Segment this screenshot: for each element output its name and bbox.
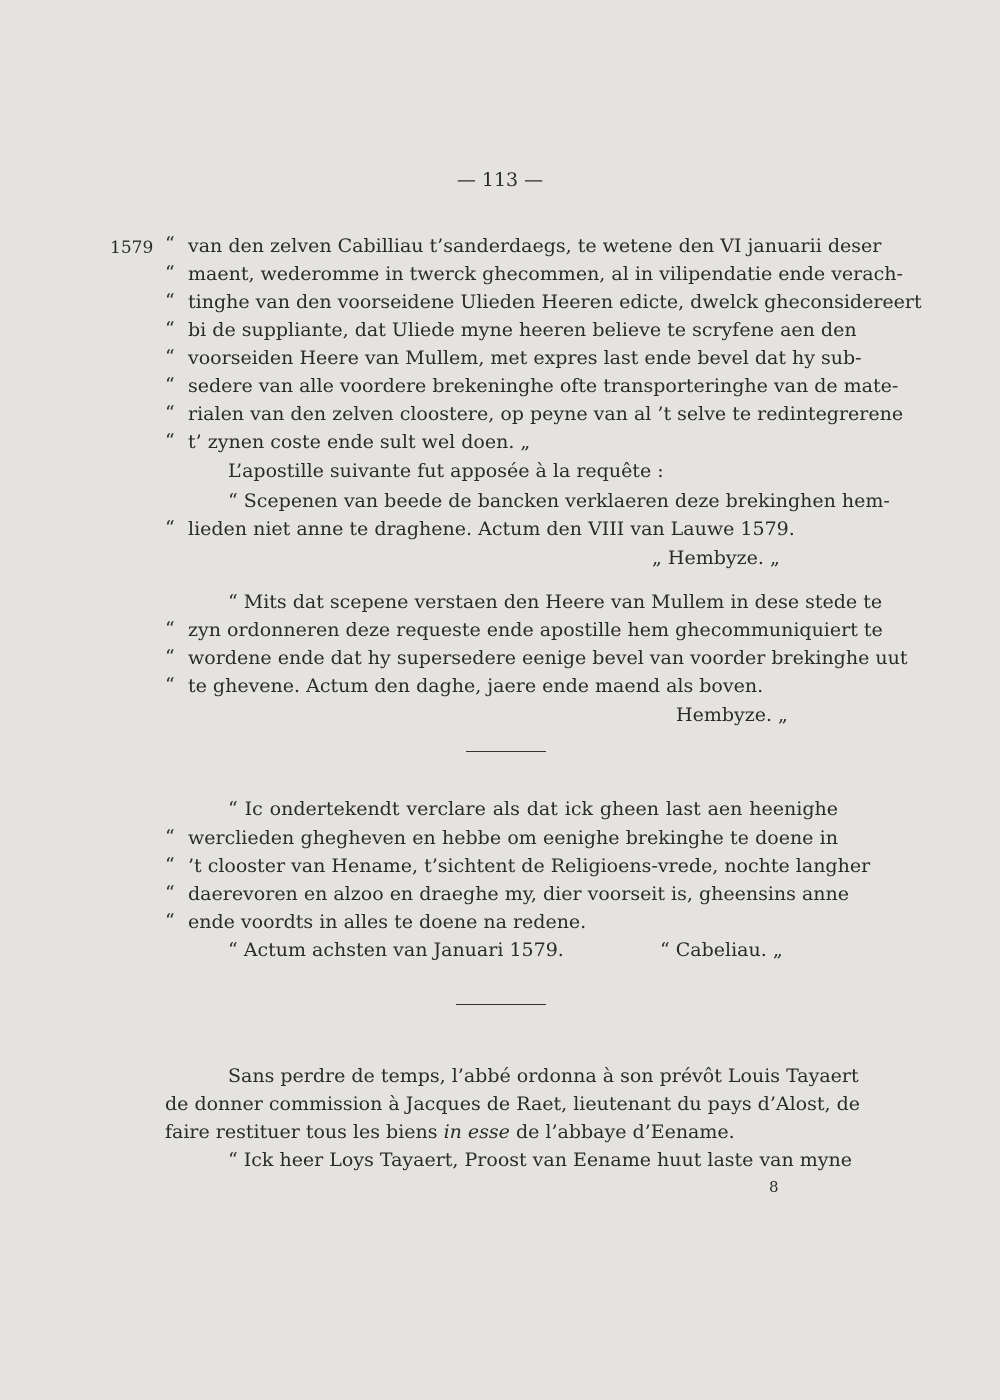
text-line: “ Ic ondertekendt verclare als dat ick gheen last aen heenighe	[228, 798, 838, 820]
quote-mark: “	[165, 402, 175, 424]
text-line: wordene ende dat hy supersedere eenige bevel van voorder brekinghe uut	[188, 647, 908, 669]
text-line: zyn ordonneren deze requeste ende apostille hem ghecommuniquiert te	[188, 619, 883, 641]
text-line: “ Mits dat scepene verstaen den Heere van Mullem in dese stede te	[228, 591, 883, 613]
text-fragment: de l’abbaye d’Eename.	[509, 1121, 735, 1143]
page-number: — 113 —	[456, 169, 544, 191]
quote-mark: “	[165, 674, 175, 696]
quote-mark: “	[165, 910, 175, 932]
italic-term: in esse	[443, 1121, 510, 1143]
section-divider	[466, 751, 546, 752]
quote-mark: “	[165, 854, 175, 876]
quote-mark: “	[165, 882, 175, 904]
text-line: ende voordts in alles te doene na redene.	[188, 911, 587, 933]
text-line: “ Actum achsten van Januari 1579.	[228, 939, 564, 961]
text-line: de donner commission à Jacques de Raet, lieutenant du pays d’Alost, de	[165, 1093, 860, 1115]
text-line: “ Ick heer Loys Tayaert, Proost van Eename huut laste van myne	[228, 1149, 853, 1171]
section-divider	[456, 1004, 546, 1005]
text-line: van den zelven Cabilliau t’sanderdaegs, te wetene den VI januarii deser	[188, 235, 882, 257]
text-fragment: faire restituer tous les biens	[165, 1121, 444, 1143]
text-line: werclieden ghegheven en hebbe om eenighe brekinghe te doene in	[188, 827, 838, 849]
text-line: ’t clooster van Hename, t’sichtent de Religioens-vrede, nochte langher	[188, 855, 871, 877]
text-line: rialen van den zelven cloostere, op peyne van al ’t selve te redintegrerene	[188, 403, 904, 425]
text-line: daerevoren en alzoo en draeghe my, dier voorseit is, gheensins anne	[188, 883, 849, 905]
quote-mark: “	[165, 618, 175, 640]
quote-mark: “	[165, 517, 175, 539]
text-line: voorseiden Heere van Mullem, met expres last ende bevel dat hy sub-	[188, 347, 862, 369]
text-line: “ Scepenen van beede de bancken verklaeren deze brekinghen hem-	[228, 490, 890, 512]
margin-year: 1579	[110, 238, 154, 258]
signature-line: „ Hembyze. „	[652, 547, 780, 569]
quote-mark: “	[165, 233, 175, 255]
text-line: maent, wederomme in twerck ghecommen, al in vilipendatie ende verach-	[188, 263, 903, 285]
quote-mark: “	[165, 318, 175, 340]
quote-mark: “	[165, 374, 175, 396]
quote-mark: “	[165, 262, 175, 284]
text-line: lieden niet anne te draghene. Actum den VIII van Lauwe 1579.	[188, 518, 795, 540]
text-line: te ghevene. Actum den daghe, jaere ende maend als boven.	[188, 675, 764, 697]
text-line: L’apostille suivante fut apposée à la requête :	[228, 460, 664, 482]
quote-mark: “	[165, 646, 175, 668]
text-line: t’ zynen coste ende sult wel doen. „	[188, 431, 531, 453]
text-line	[165, 1120, 838, 1144]
quote-mark: “	[165, 290, 175, 312]
text-line: tinghe van den voorseidene Ulieden Heeren edicte, dwelck gheconsidereert	[188, 291, 922, 313]
signature-line: Hembyze. „	[676, 704, 788, 726]
quote-mark: “	[165, 430, 175, 452]
text-line: sedere van alle voordere brekeninghe ofte transporteringhe van de mate-	[188, 375, 899, 397]
signature-line: “ Cabeliau. „	[660, 939, 783, 961]
text-line: Sans perdre de temps, l’abbé ordonna à son prévôt Louis Tayaert	[228, 1065, 859, 1087]
signature-mark: 8	[769, 1178, 779, 1196]
quote-mark: “	[165, 826, 175, 848]
quote-mark: “	[165, 346, 175, 368]
text-line: bi de suppliante, dat Uliede myne heeren believe te scryfene aen den	[188, 319, 857, 341]
